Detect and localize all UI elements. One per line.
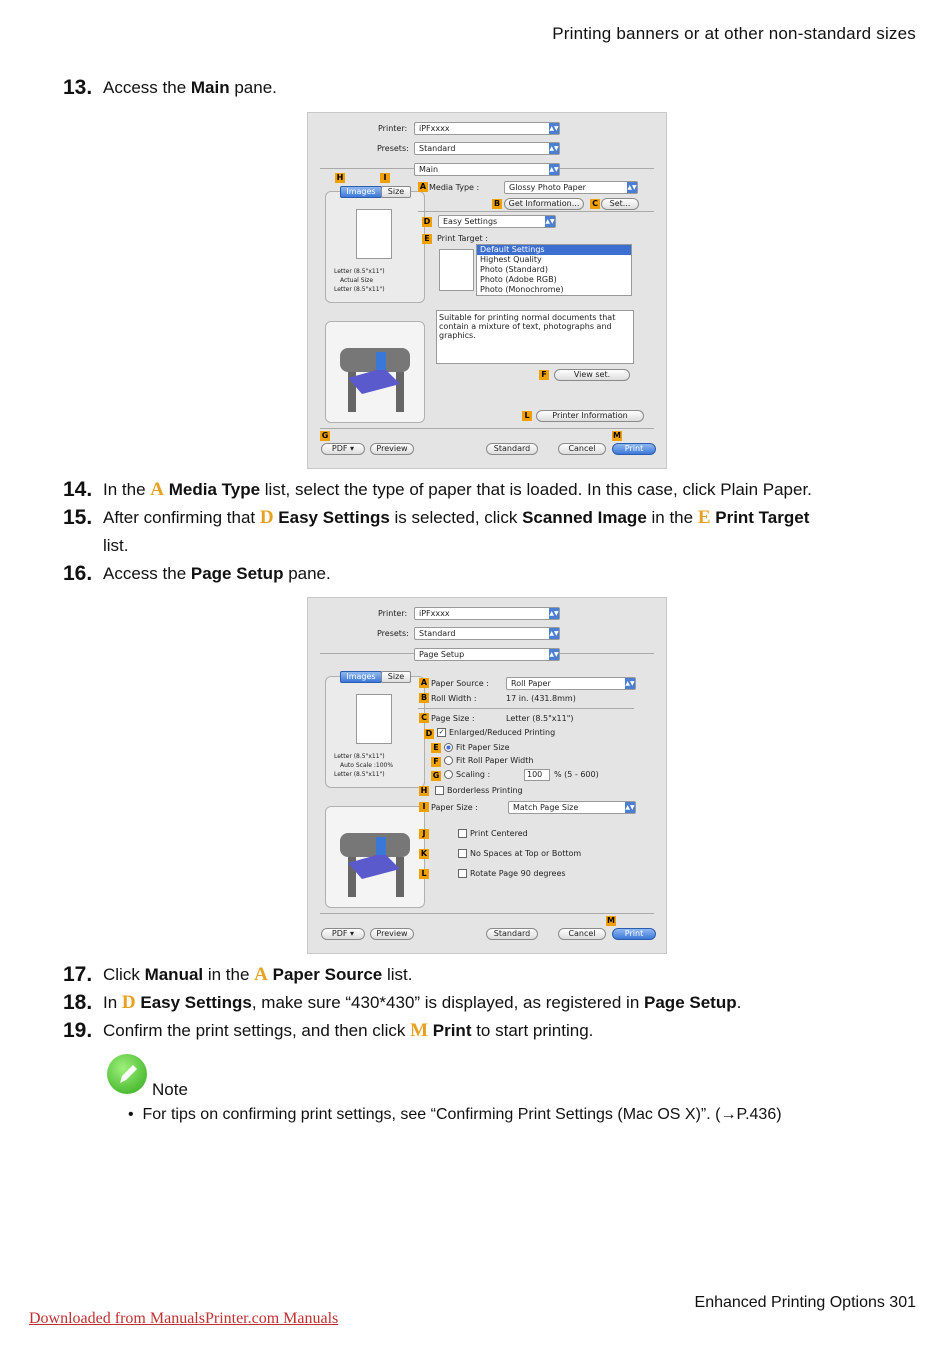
set-button[interactable]: Set... [601, 198, 639, 210]
scaling-radio[interactable]: Scaling : [444, 770, 490, 779]
easy-settings-select[interactable]: Easy Settings ▲▼ [438, 215, 556, 228]
presets-select[interactable]: Standard ▲▼ [414, 142, 560, 155]
step-18: 18. In D Easy Settings, make sure “430*430” is displayed, as registered in Page Setup. [63, 991, 742, 1014]
step-15: 15. After confirming that D Easy Settings is selected, click Scanned Image in the E Print Target list. [63, 506, 810, 555]
list-item[interactable]: Photo (Adobe RGB) [480, 275, 557, 284]
printer-select[interactable]: iPFxxxx ▲▼ [414, 607, 560, 620]
media-type-select[interactable]: Glossy Photo Paper ▲▼ [504, 181, 638, 194]
page-footer: Enhanced Printing Options 301 [694, 1294, 916, 1311]
printer-image [325, 321, 425, 423]
print-button[interactable]: Print [612, 443, 656, 455]
standard-button[interactable]: Standard [486, 443, 538, 455]
step-14: 14. In the A Media Type list, select the type of paper that is loaded. In this case, click Plain Paper. [63, 478, 812, 501]
step-19: 19. Confirm the print settings, and then click M Print to start printing. [63, 1019, 594, 1042]
step-16: 16. Access the Page Setup pane. [63, 562, 331, 585]
no-spaces-checkbox[interactable]: No Spaces at Top or Bottom [458, 849, 581, 858]
printer-select[interactable]: iPFxxxx ▲▼ [414, 122, 560, 135]
print-dialog-main: Printer: iPFxxxx ▲▼ Presets: Standard ▲▼ Main ▲▼ H I Images Size Letter (8.5"x11") Actual Size Letter (8.5"x11") A Media Type : Glossy Photo Paper ▲▼ B Get Information... C Set... D Easy Settings ▲▼ E Print Target : Default Settings Highest Quality Photo (Standard) Photo (Adobe RGB) Photo (Monochrome) Suitable for printing normal documents that contain a mixture of text, photographs and graphics. F View set. L Printer Information G M PDF ▾ Preview Standard Cancel Print [307, 112, 667, 469]
preview-button[interactable]: Preview [370, 928, 414, 940]
list-item[interactable]: Photo (Monochrome) [480, 285, 564, 294]
printer-information-button[interactable]: Printer Information [536, 410, 644, 422]
rotate-checkbox[interactable]: Rotate Page 90 degrees [458, 869, 566, 878]
list-item[interactable]: Photo (Standard) [480, 265, 548, 274]
paper-size-select[interactable]: Match Page Size ▲▼ [508, 801, 636, 814]
note-title: Note [152, 1080, 188, 1099]
print-button[interactable]: Print [612, 928, 656, 940]
fit-roll-radio[interactable]: Fit Roll Paper Width [444, 756, 533, 765]
preview-button[interactable]: Preview [370, 443, 414, 455]
download-link[interactable]: Downloaded from ManualsPrinter.com Manuals [29, 1310, 339, 1327]
pencil-icon [107, 1054, 147, 1094]
pane-select[interactable]: Main ▲▼ [414, 163, 560, 176]
page-thumbnail [356, 209, 392, 259]
list-item[interactable]: Default Settings [477, 245, 631, 255]
print-dialog-page-setup: Printer: iPFxxxx ▲▼ Presets: Standard ▲▼ Page Setup ▲▼ Images Size Letter (8.5"x11") Auto Scale :100% Letter (8.5"x11") A Paper Source : Roll Paper ▲▼ B Roll Width : 17 in. (431.8mm) C Page Size : Letter (8.5"x11") D ✓ Enlarged/Reduced Printing E Fit Paper Size F Fit Roll Paper Width G Scaling : 100 % (5 - 600) H Borderless Printing I Paper Size : Match Page Size ▲▼ J Print Centered K No Spaces at Top or Bottom L Rotate Page 90 degrees M PDF ▾ Preview Standard Cancel Print [307, 597, 667, 954]
tab-images[interactable]: Images [340, 186, 382, 198]
scaling-input[interactable]: 100 [524, 769, 550, 781]
step-13: 13. Access the Main pane. [63, 76, 277, 99]
standard-button[interactable]: Standard [486, 928, 538, 940]
view-set-button[interactable]: View set. [554, 369, 630, 381]
get-information-button[interactable]: Get Information... [504, 198, 584, 210]
target-thumbnail [439, 249, 474, 291]
printer-image [325, 806, 425, 908]
running-header: Printing banners or at other non-standard sizes [552, 24, 916, 43]
pdf-button[interactable]: PDF ▾ [321, 443, 365, 455]
tab-size[interactable]: Size [381, 186, 411, 198]
list-item[interactable]: Highest Quality [480, 255, 542, 264]
description-box: Suitable for printing normal documents that contain a mixture of text, photographs and graphics. [436, 310, 634, 364]
enlarged-checkbox[interactable]: ✓ Enlarged/Reduced Printing [438, 728, 556, 737]
presets-select[interactable]: Standard ▲▼ [414, 627, 560, 640]
tab-size[interactable]: Size [381, 671, 411, 683]
cancel-button[interactable]: Cancel [558, 443, 606, 455]
tab-images[interactable]: Images [340, 671, 382, 683]
paper-source-select[interactable]: Roll Paper ▲▼ [506, 677, 636, 690]
fit-paper-radio[interactable]: Fit Paper Size [444, 743, 510, 752]
step-17: 17. Click Manual in the A Paper Source list. [63, 963, 413, 986]
print-centered-checkbox[interactable]: Print Centered [458, 829, 528, 838]
borderless-checkbox[interactable]: Borderless Printing [435, 786, 523, 795]
print-target-list[interactable] [476, 244, 632, 296]
page-thumbnail [356, 694, 392, 744]
cancel-button[interactable]: Cancel [558, 928, 606, 940]
pdf-button[interactable]: PDF ▾ [321, 928, 365, 940]
pane-select[interactable]: Page Setup ▲▼ [414, 648, 560, 661]
note-item: • For tips on confirming print settings, see “Confirming Print Settings (Mac OS X)”. (→P.436) [128, 1106, 782, 1123]
